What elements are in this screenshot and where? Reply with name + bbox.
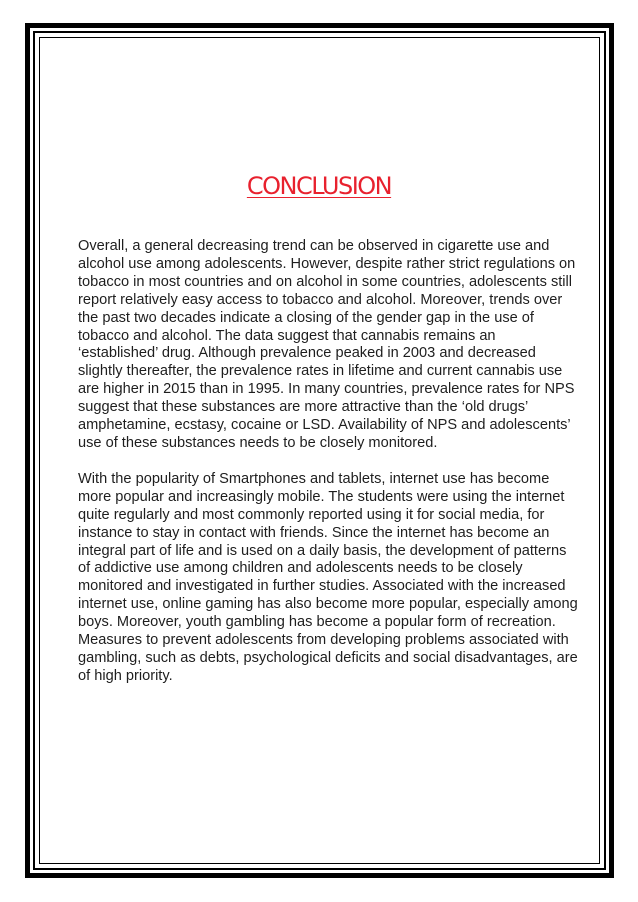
page-title [0, 169, 638, 203]
document-body [78, 238, 578, 704]
paragraph-1: Overall, a general decreasing trend can be observed in cigarette use and alcohol use among adolescents. However, despite rather strict regulations on tobacco in most countries and on alcohol in some countries, adolescents still report relatively easy access to tobacco and alcohol. Moreover, trends over the past two decades indicate a closing of the gender gap in the use of tobacco and alcohol. The data suggest that cannabis remains an ‘established’ drug. Although prevalence peaked in 2003 and decreased slightly thereafter, the prevalence rates in lifetime and current cannabis use are higher in 2015 than in 1995. In many countries, prevalence rates for NPS suggest that these substances are more attractive than the ‘old drugs’ amphetamine, ecstasy, cocaine or LSD. Availability of NPS and adolescents’ use of these substances needs to be closely monitored. [78, 238, 576, 451]
page-title-text: CONCLUSION [246, 172, 392, 200]
paragraph-2: With the popularity of Smartphones and tablets, internet use has become more popular and increasingly mobile. The students were using the internet quite regularly and most commonly reported using it for social media, for instance to stay in contact with friends. Since the internet has become an integral part of life and is used on a daily basis, the development of patterns of addictive use among children and adolescents needs to be closely monitored and investigated in further studies. Associated with the increased internet use, online gaming has also become more popular, especially among boys. Moreover, youth gambling has become a popular form of recreation. Measures to prevent adolescents from developing problems associated with gambling, such as debts, psychological deficits and social disadvantages, are of high priority. [78, 470, 578, 684]
